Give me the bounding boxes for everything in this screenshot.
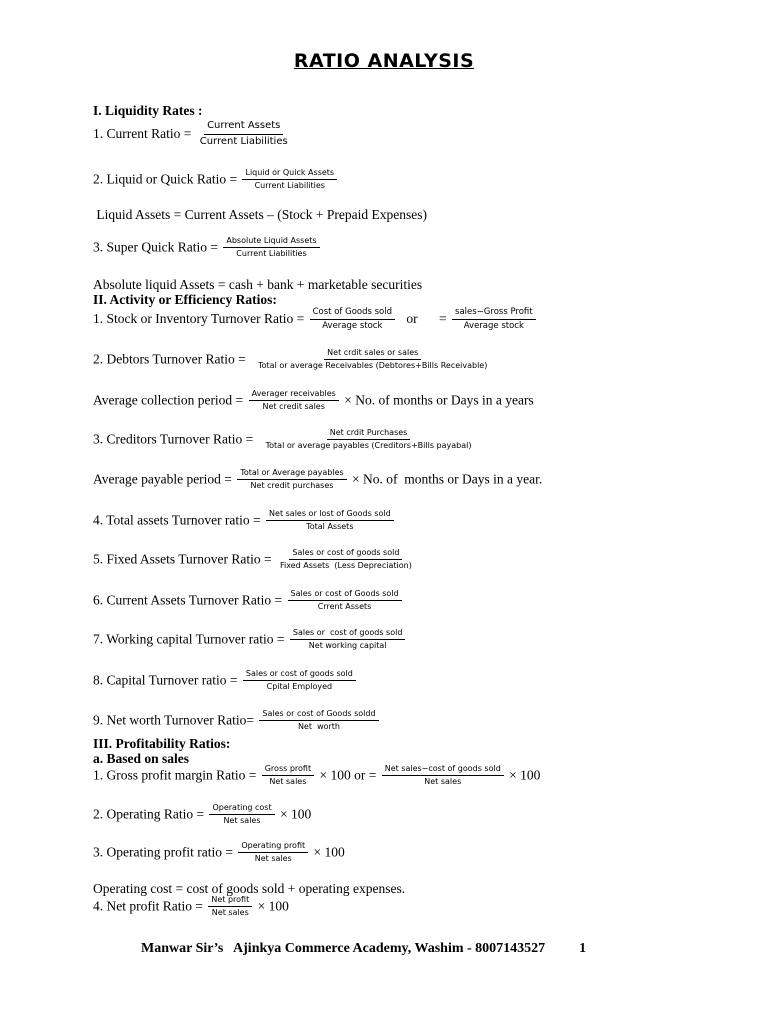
fraction-numerator: Net crdit sales or sales xyxy=(324,348,421,360)
formula-or: or xyxy=(406,311,418,327)
fraction xyxy=(223,236,319,259)
fraction xyxy=(310,307,395,331)
fraction xyxy=(255,348,490,371)
formula-middle: × 100 or = xyxy=(319,767,377,783)
formula-label: 8. Capital Turnover ratio = xyxy=(93,672,238,688)
formula-net-profit-ratio xyxy=(93,895,289,918)
formula-tail: × 100 xyxy=(509,767,541,783)
formula-tail: × No. of months or Days in a year. xyxy=(352,471,543,487)
fraction-numerator: Absolute Liquid Assets xyxy=(223,236,319,248)
fraction xyxy=(262,764,314,787)
fraction-numerator: Net crdit Purchases xyxy=(327,428,411,440)
fraction xyxy=(242,168,337,191)
fraction-denominator: Net sales xyxy=(269,777,307,786)
formula-label: 4. Total assets Turnover ratio = xyxy=(93,512,261,528)
fraction-numerator: Sales or cost of goods sold xyxy=(289,548,402,560)
fraction-numerator: Operating profit xyxy=(238,841,308,853)
formula-current-ratio xyxy=(93,120,293,148)
fraction-denominator: Net working capital xyxy=(308,641,387,650)
formula-tail: × 100 xyxy=(257,898,289,914)
formula-label: 3. Operating profit ratio = xyxy=(93,844,233,860)
formula-label: 1. Stock or Inventory Turnover Ratio = xyxy=(93,311,305,327)
formula-net-worth-turnover xyxy=(93,709,381,732)
page-number: 1 xyxy=(579,941,587,956)
formula-label: 9. Net worth Turnover Ratio= xyxy=(93,712,254,728)
fraction-denominator: Net sales xyxy=(254,854,292,863)
formula-label: 3. Creditors Turnover Ratio = xyxy=(93,431,254,447)
formula-quick-ratio xyxy=(93,168,339,191)
formula-operating-ratio xyxy=(93,803,311,826)
formula-stock-turnover xyxy=(93,307,538,331)
fraction-numerator: Liquid or Quick Assets xyxy=(242,168,337,180)
fraction-numerator: Sales or cost of goods sold xyxy=(290,628,406,640)
absolute-liquid-note: Absolute liquid Assets = cash + bank + marketable securities xyxy=(93,277,423,292)
fraction xyxy=(277,548,415,571)
fraction-denominator: Average stock xyxy=(463,320,524,331)
fraction xyxy=(290,628,406,651)
fraction-numerator: Total or Average payables xyxy=(237,468,346,480)
formula-label: 2. Liquid or Quick Ratio = xyxy=(93,171,238,187)
fraction xyxy=(197,120,291,148)
fraction-denominator: Total Assets xyxy=(306,522,354,531)
formula-total-assets-turnover xyxy=(93,509,396,532)
formula-operating-profit-ratio xyxy=(93,841,345,864)
fraction-denominator: Net worth xyxy=(297,722,340,731)
formula-current-assets-turnover xyxy=(93,589,404,612)
fraction-numerator: Sales or cost of goods sold xyxy=(243,669,356,681)
fraction-denominator: Net credit sales xyxy=(262,402,325,411)
formula-label: 7. Working capital Turnover ratio = xyxy=(93,631,285,647)
footer-text: Manwar Sir’s Ajinkya Commerce Academy, Washim - 8007143527 xyxy=(141,941,546,956)
fraction-numerator: Current Assets xyxy=(204,120,283,135)
fraction-denominator: Current Liabilities xyxy=(236,249,307,258)
fraction-denominator: Fixed Assets (Less Depreciation) xyxy=(280,561,412,570)
fraction-denominator: Total or average payables (Creditors+Bills payabal) xyxy=(265,441,472,450)
fraction-numerator: Net profit xyxy=(208,895,252,907)
formula-label: 5. Fixed Assets Turnover Ratio = xyxy=(93,551,272,567)
fraction-numerator: sales−Gross Profit xyxy=(452,307,536,320)
formula-capital-turnover xyxy=(93,669,358,692)
fraction xyxy=(209,803,274,826)
formula-label: 3. Super Quick Ratio = xyxy=(93,239,218,255)
liquid-assets-note: Liquid Assets = Current Assets – (Stock + Prepaid Expenses) xyxy=(93,207,427,222)
fraction xyxy=(238,841,308,864)
fraction-numerator: Sales or cost of Goods soldd xyxy=(259,709,378,721)
formula-tail: × 100 xyxy=(279,806,312,822)
formula-equals: = xyxy=(439,311,447,327)
fraction-denominator: Net credit purchases xyxy=(250,481,334,490)
fraction xyxy=(288,589,402,612)
fraction xyxy=(237,468,346,491)
fraction-alternative xyxy=(452,307,536,331)
fraction-alternative xyxy=(382,764,504,787)
formula-creditors-turnover xyxy=(93,428,476,451)
formula-label: Average collection period = xyxy=(93,392,244,408)
fraction xyxy=(243,669,356,692)
fraction-denominator: Average stock xyxy=(322,320,383,331)
formula-label: 6. Current Assets Turnover Ratio = xyxy=(93,592,283,608)
page-footer xyxy=(141,941,586,957)
fraction-numerator: Gross profit xyxy=(262,764,314,776)
formula-label: 4. Net profit Ratio = xyxy=(93,898,203,914)
fraction-denominator: Crrent Assets xyxy=(317,602,372,611)
formula-debtors-turnover xyxy=(93,348,492,371)
fraction xyxy=(263,428,475,451)
fraction-numerator: Averager receivables xyxy=(249,389,339,401)
fraction-numerator: Net sales or lost of Goods sold xyxy=(266,509,394,521)
formula-super-quick-ratio xyxy=(93,236,322,259)
fraction-denominator: Current Liabilities xyxy=(254,181,325,190)
formula-average-collection-period xyxy=(93,389,534,412)
section-heading-profitability: III. Profitability Ratios: xyxy=(93,736,231,751)
fraction-denominator: Net sales xyxy=(424,777,462,786)
formula-label: 2. Debtors Turnover Ratio = xyxy=(93,351,246,367)
fraction-denominator: Total or average Receivables (Debtores+Bills Receivable) xyxy=(258,361,488,370)
fraction-denominator: Net sales xyxy=(211,908,249,917)
formula-gross-profit-margin xyxy=(93,764,540,787)
formula-label: 1. Current Ratio = xyxy=(93,126,192,141)
fraction-numerator: Net sales−cost of goods sold xyxy=(382,764,504,776)
operating-cost-note: Operating cost = cost of goods sold + operating expenses. xyxy=(93,881,406,896)
formula-label: 2. Operating Ratio = xyxy=(93,806,205,822)
page-title: RATIO ANALYSIS xyxy=(293,50,475,72)
section-heading-liquidity: I. Liquidity Rates : xyxy=(93,103,203,118)
fraction-denominator: Cpital Employed xyxy=(266,682,333,691)
formula-tail: × 100 xyxy=(313,844,345,860)
fraction xyxy=(208,895,252,918)
fraction xyxy=(259,709,378,732)
section-heading-activity: II. Activity or Efficiency Ratios: xyxy=(93,292,277,307)
formula-label: 1. Gross profit margin Ratio = xyxy=(93,767,257,783)
fraction xyxy=(266,509,394,532)
formula-fixed-assets-turnover xyxy=(93,548,417,571)
formula-tail: × No. of months or Days in a years xyxy=(344,392,534,408)
fraction xyxy=(249,389,339,412)
fraction-denominator: Net sales xyxy=(223,816,261,825)
formula-working-capital-turnover xyxy=(93,628,407,651)
subsection-heading-based-on-sales: a. Based on sales xyxy=(93,751,190,766)
fraction-numerator: Sales or cost of Goods sold xyxy=(288,589,402,601)
formula-label: Average payable period = xyxy=(93,471,232,487)
fraction-denominator: Current Liabilities xyxy=(199,135,288,147)
fraction-numerator: Operating cost xyxy=(209,803,274,815)
formula-average-payable-period xyxy=(93,468,542,491)
fraction-numerator: Cost of Goods sold xyxy=(310,307,395,320)
